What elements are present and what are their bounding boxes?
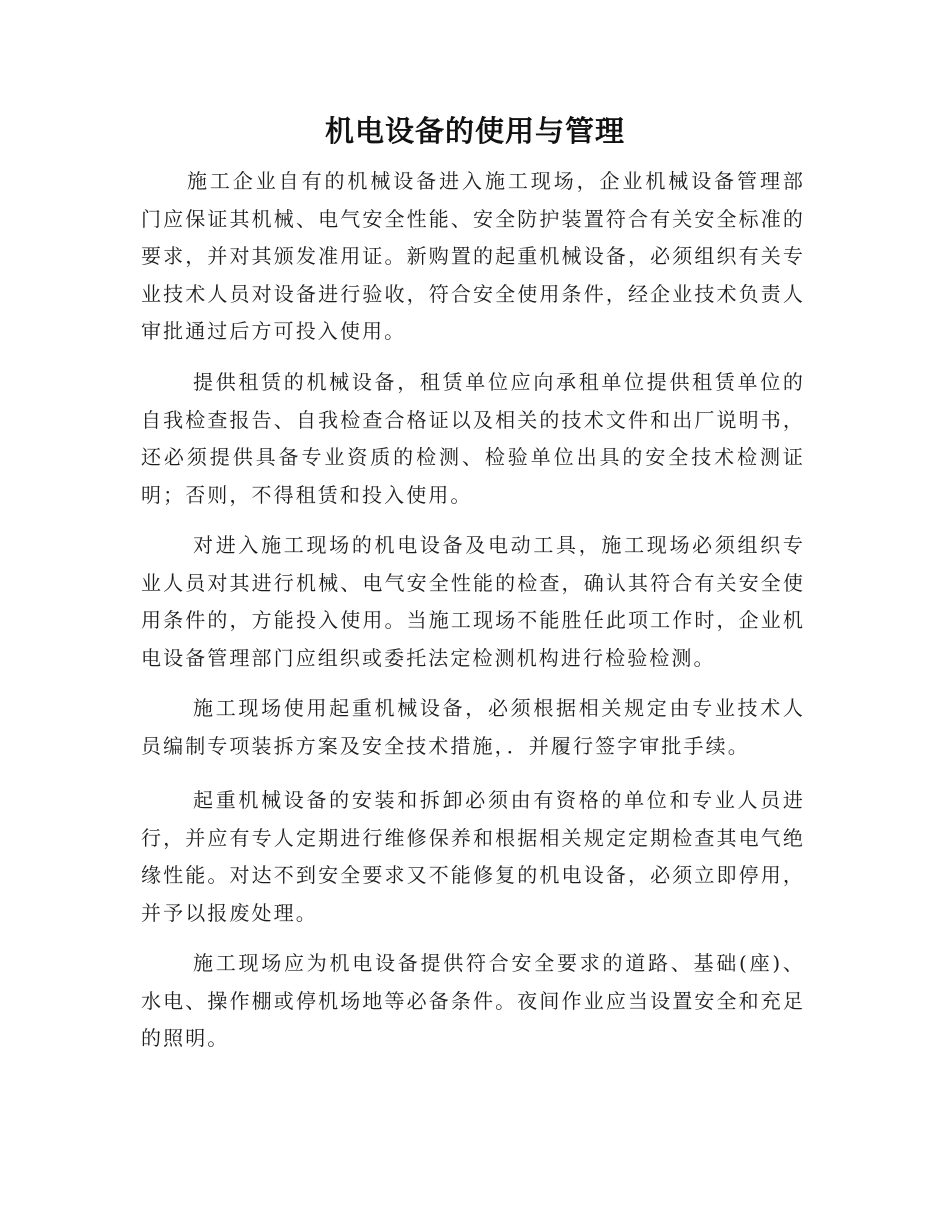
paragraph-equipment-inspection: 对进入施工现场的机电设备及电动工具，施工现场必须组织专业人员对其进行机械、电气安全性能的检查，确认其符合有关安全使用条件的，方能投入使用。当施工现场不能胜任此项工作时，企业机电设备管理部门应组织或委托法定检测机构进行检验检测。 [141,533,805,670]
paragraph-lifting-plan: 施工现场使用起重机械设备，必须根据相关规定由专业技术人员编制专项装拆方案及安全技术措施，．并履行签字审批手续。 [141,696,805,758]
paragraph-installation-maintenance: 起重机械设备的安装和拆卸必须由有资格的单位和专业人员进行，并应有专人定期进行维修保养和根据相关规定定期检查其电气绝缘性能。对达不到安全要求又不能修复的机电设备，必须立即停用，并予以报废处理。 [141,788,805,925]
paragraph-rental-equipment: 提供租赁的机械设备，租赁单位应向承租单位提供租赁单位的自我检查报告、自我检查合格证以及相关的技术文件和出厂说明书，还必须提供具备专业资质的检测、检验单位出具的安全技术检测证明；否则，不得租赁和投入使用。 [141,370,805,507]
paragraph-equipment-acceptance: 施工企业自有的机械设备进入施工现场，企业机械设备管理部门应保证其机械、电气安全性能、安全防护装置符合有关安全标准的要求，并对其颁发准用证。新购置的起重机械设备，必须组织有关专业技术人员对设备进行验收，符合安全使用条件，经企业技术负责人审批通过后方可投入使用。 [141,169,805,343]
paragraph-site-conditions: 施工现场应为机电设备提供符合安全要求的道路、基础(座)、水电、操作棚或停机场地等必备条件。夜间作业应当设置安全和充足的照明。 [141,951,805,1050]
document-title: 机电设备的使用与管理 [324,114,625,148]
